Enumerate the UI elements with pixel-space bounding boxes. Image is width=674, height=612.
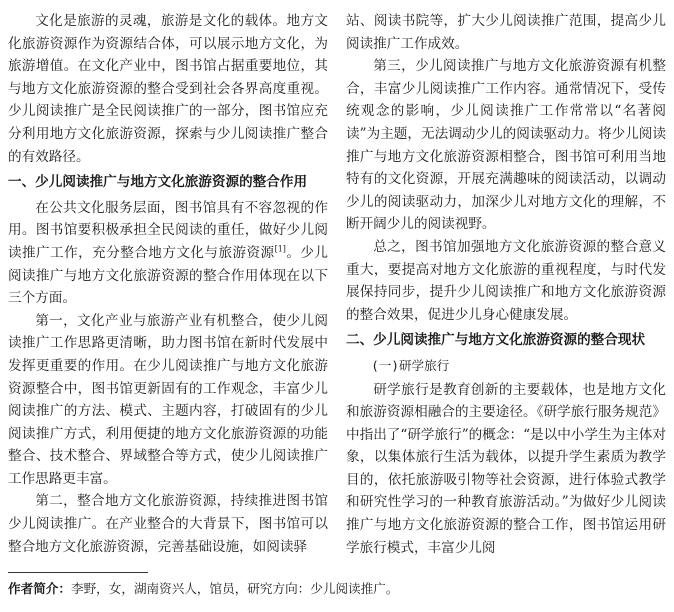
footnote-label: 作者简介：	[8, 581, 71, 596]
paragraph-first-point: 第一，文化产业与旅游产业有机整合，使少儿阅读推广工作思路更清晰，助力图书馆在新时代发展中发挥更重要的作用。在少儿阅读推广与地方文化旅游资源整合中，图书馆更新固有的工作观念，丰富少儿阅读推广的方法、模式、主题内容，打破固有的少儿阅读推广方式，利用便捷的地方文化旅游资源的功能整合、技术整合、界域整合等方式，使少儿阅读推广工作思路更丰富。	[8, 312, 328, 487]
paragraph-second-point-continued: 站、阅读书院等，扩大少儿阅读推广范围，提高少儿阅读推广工作成效。	[346, 13, 666, 52]
left-column	[8, 10, 328, 558]
paragraph-role-tail: 。少儿阅读推广与地方文化旅游资源的整合作用体现在以下三个方面。	[8, 244, 329, 307]
paragraph-second-point: 第二，整合地方文化旅游资源，持续推进图书馆少儿阅读推广。在产业整合的大背景下，图书馆可以整合地方文化旅游资源，完善基础设施，如阅读驿	[8, 493, 328, 555]
citation-ref[interactable]: [1]	[274, 244, 286, 254]
footnote-text: 李野，女，湖南资兴人，馆员，研究方向：少儿阅读推广。	[70, 581, 399, 596]
paragraph-role-text: 在公共文化服务层面，图书馆具有不容忽视的作用。图书馆要积极承担全民阅读的重任，做好少儿阅读推广工作，充分整合地方文化与旅游资源	[8, 199, 328, 261]
paragraph-role	[8, 197, 328, 310]
subsection-heading: (一)研学旅行	[371, 357, 450, 373]
paragraph-third-point: 第三，少儿阅读推广与地方文化旅游资源有机整合，丰富少儿阅读推广工作内容。通常情况下，受传统观念的影响，少儿阅读推广工作常常以“名著阅读”为主题，无法调动少儿的阅读驱动力。将少儿阅读推广与地方文化旅游资源相整合，图书馆可利用当地特有的文化资源，开展充满趣味的阅读活动，以调动少儿的阅读驱动力，加深少儿对地方文化的理解，不断开阔少儿的阅读视野。	[346, 58, 666, 233]
paragraph-summary: 总之，图书馆加强地方文化旅游资源的整合意义重大，要提高对地方文化旅游的重视程度，与时代发展保持同步，提升少儿阅读推广和地方文化旅游资源的整合效果，促进少儿身心健康发展。	[346, 238, 666, 323]
section-heading-2: 二、少儿阅读推广与地方文化旅游资源的整合现状	[346, 332, 646, 349]
intro-paragraph: 文化是旅游的灵魂，旅游是文化的载体。地方文化旅游资源作为资源结合体，可以展示地方文化，为旅游增值。在文化产业中，图书馆占据重要地位，其与地方文化旅游资源的整合受到社会各界高度重视。少儿阅读推广是全民阅读推广的一部分，图书馆应充分利用地方文化旅游资源，探索与少儿阅读推广整合的有效路径。	[8, 13, 328, 165]
author-footnote	[8, 579, 668, 599]
right-column	[346, 10, 666, 559]
paragraph-study-travel: 研学旅行是教育创新的主要载体，也是地方文化和旅游资源相融合的主要途径。《研学旅行服务规范》中指出了“研学旅行”的概念：“是以中小学生为主体对象，以集体旅行生活为载体，以提升学生素质为教学目的，依托旅游吸引物等社会资源，进行体验式教学和研究性学习的一种教育旅游活动。”为做好少儿阅读推广与地方文化旅游资源的整合工作，图书馆运用研学旅行模式，丰富少儿阅	[346, 381, 666, 556]
footnote-divider	[8, 572, 148, 573]
section-heading-1: 一、少儿阅读推广与地方文化旅游资源的整合作用	[8, 174, 308, 191]
